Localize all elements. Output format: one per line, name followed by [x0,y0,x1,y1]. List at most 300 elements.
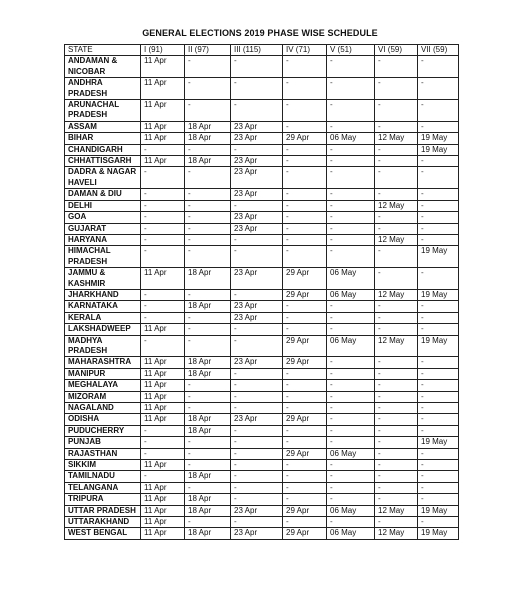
phase-date-cell: - [375,156,418,167]
phase-date-cell: - [231,448,283,459]
phase-date-cell: - [375,368,418,379]
phase-date-cell: - [375,460,418,471]
phase-date-cell: 23 Apr [231,121,283,132]
phase-date-cell: 29 Apr [283,289,327,300]
phase-date-cell: - [418,391,459,402]
phase-date-cell: 11 Apr [141,133,185,144]
phase-date-cell: 18 Apr [185,121,231,132]
phase-date-cell: - [283,324,327,335]
phase-date-cell: - [418,357,459,368]
phase-date-cell: - [327,312,375,323]
phase-date-cell: 11 Apr [141,528,185,539]
phase-date-cell: - [231,246,283,268]
phase-date-cell: 18 Apr [185,494,231,505]
phase-date-cell: 11 Apr [141,414,185,425]
phase-date-cell: 06 May [327,289,375,300]
phase-date-cell: - [141,144,185,155]
phase-date-cell: - [283,189,327,200]
phase-date-cell: 06 May [327,505,375,516]
phase-date-cell: 19 May [418,437,459,448]
phase-date-cell: 19 May [418,144,459,155]
phase-date-cell: 19 May [418,133,459,144]
table-row [65,289,459,300]
phase-date-cell: - [418,517,459,528]
phase-date-cell: 23 Apr [231,268,283,290]
phase-date-cell: - [375,100,418,122]
state-name-cell: NAGALAND [65,403,141,414]
phase-date-cell: 11 Apr [141,505,185,516]
phase-date-cell: - [375,167,418,189]
state-name-cell: TAMILNADU [65,471,141,482]
phase-date-cell: - [418,301,459,312]
phase-date-cell: 29 Apr [283,505,327,516]
phase-date-cell: 12 May [375,528,418,539]
phase-date-cell: - [231,517,283,528]
phase-date-cell: - [185,312,231,323]
table-row [65,200,459,211]
phase-date-cell: - [375,144,418,155]
phase-date-cell: - [418,380,459,391]
phase-date-cell: - [327,144,375,155]
phase-date-cell: 29 Apr [283,528,327,539]
phase-date-cell: 12 May [375,505,418,516]
phase-date-cell: - [327,425,375,436]
phase-date-cell: - [327,156,375,167]
phase-date-cell: - [231,200,283,211]
state-name-cell: MADHYA PRADESH [65,335,141,357]
phase-date-cell: - [327,100,375,122]
phase-date-cell: 19 May [418,335,459,357]
phase-date-cell: 23 Apr [231,212,283,223]
phase-date-cell: - [327,494,375,505]
table-row [65,121,459,132]
phase-date-cell: - [327,212,375,223]
phase-date-cell: - [418,78,459,100]
state-name-cell: MEGHALAYA [65,380,141,391]
phase-date-cell: - [327,200,375,211]
phase-date-cell: - [231,460,283,471]
phase-date-cell: - [141,212,185,223]
table-row [65,357,459,368]
phase-date-cell: - [418,121,459,132]
phase-date-cell: - [418,56,459,78]
state-name-cell: CHHATTISGARH [65,156,141,167]
phase-date-cell: - [231,437,283,448]
phase-date-cell: - [185,100,231,122]
state-name-cell: TELANGANA [65,482,141,493]
table-row [65,368,459,379]
phase-date-cell: - [283,471,327,482]
state-name-cell: DELHI [65,200,141,211]
phase-date-cell: - [375,425,418,436]
phase-date-cell: - [418,494,459,505]
table-row [65,189,459,200]
phase-date-cell: 18 Apr [185,528,231,539]
column-header-state: STATE [65,45,141,56]
phase-date-cell: 11 Apr [141,482,185,493]
phase-date-cell: - [327,391,375,402]
phase-date-cell: 06 May [327,448,375,459]
phase-date-cell: 23 Apr [231,223,283,234]
phase-date-cell: 23 Apr [231,505,283,516]
phase-date-cell: - [375,494,418,505]
phase-date-cell: 11 Apr [141,121,185,132]
column-header-phase-3: III (115) [231,45,283,56]
phase-date-cell: - [185,144,231,155]
phase-date-cell: 23 Apr [231,528,283,539]
phase-date-cell: - [283,380,327,391]
phase-date-cell: - [375,56,418,78]
state-name-cell: ARUNACHAL PRADESH [65,100,141,122]
phase-date-cell: - [283,223,327,234]
state-name-cell: PUNJAB [65,437,141,448]
phase-date-cell: - [327,301,375,312]
table-row [65,482,459,493]
phase-date-cell: - [231,234,283,245]
phase-date-cell: - [418,471,459,482]
phase-date-cell: - [375,246,418,268]
phase-date-cell: 12 May [375,289,418,300]
phase-date-cell: - [418,460,459,471]
phase-date-cell: - [231,494,283,505]
phase-date-cell: - [185,234,231,245]
state-name-cell: JHARKHAND [65,289,141,300]
document-title: GENERAL ELECTIONS 2019 PHASE WISE SCHEDULE [142,28,378,38]
phase-date-cell: - [283,368,327,379]
table-row [65,223,459,234]
table-row [65,144,459,155]
phase-date-cell: - [141,448,185,459]
phase-date-cell: 23 Apr [231,189,283,200]
phase-date-cell: 12 May [375,335,418,357]
phase-date-cell: 23 Apr [231,301,283,312]
column-header-phase-4: IV (71) [283,45,327,56]
state-name-cell: SIKKIM [65,460,141,471]
phase-date-cell: - [283,437,327,448]
phase-date-cell: 18 Apr [185,425,231,436]
phase-date-cell: 11 Apr [141,324,185,335]
phase-date-cell: - [418,212,459,223]
phase-date-cell: 29 Apr [283,448,327,459]
phase-date-cell: - [283,482,327,493]
phase-date-cell: - [375,312,418,323]
state-name-cell: WEST BENGAL [65,528,141,539]
phase-date-cell: 23 Apr [231,357,283,368]
phase-date-cell: - [283,494,327,505]
phase-date-cell: 11 Apr [141,357,185,368]
phase-date-cell: - [185,167,231,189]
phase-date-cell: - [327,368,375,379]
phase-date-cell: - [185,482,231,493]
phase-date-cell: - [327,403,375,414]
phase-date-cell: 18 Apr [185,505,231,516]
phase-date-cell: 18 Apr [185,268,231,290]
table-row [65,133,459,144]
phase-date-cell: - [375,223,418,234]
table-row [65,505,459,516]
phase-date-cell: - [283,460,327,471]
phase-date-cell: - [185,78,231,100]
phase-date-cell: - [327,471,375,482]
table-row [65,437,459,448]
phase-date-cell: - [375,268,418,290]
phase-date-cell: - [231,368,283,379]
state-name-cell: UTTARAKHAND [65,517,141,528]
phase-date-cell: - [375,380,418,391]
column-header-phase-7: VII (59) [418,45,459,56]
table-row [65,56,459,78]
state-name-cell: GOA [65,212,141,223]
phase-date-cell: - [418,448,459,459]
phase-date-cell: 11 Apr [141,78,185,100]
phase-date-cell: - [141,167,185,189]
phase-date-cell: - [375,324,418,335]
phase-date-cell: 18 Apr [185,133,231,144]
phase-date-cell: - [327,414,375,425]
phase-date-cell: 12 May [375,234,418,245]
phase-date-cell: 19 May [418,528,459,539]
phase-date-cell: 29 Apr [283,133,327,144]
phase-date-cell: - [418,156,459,167]
phase-date-cell: 29 Apr [283,268,327,290]
phase-date-cell: - [283,100,327,122]
phase-date-cell: - [327,78,375,100]
table-row [65,100,459,122]
phase-date-cell: - [327,223,375,234]
phase-date-cell: - [283,301,327,312]
table-row [65,335,459,357]
phase-date-cell: 23 Apr [231,133,283,144]
phase-date-cell: - [141,289,185,300]
phase-date-cell: - [231,100,283,122]
phase-date-cell: - [283,234,327,245]
phase-date-cell: - [141,437,185,448]
phase-date-cell: - [375,403,418,414]
phase-date-cell: 18 Apr [185,301,231,312]
table-row [65,471,459,482]
phase-date-cell: 11 Apr [141,156,185,167]
phase-date-cell: - [418,414,459,425]
phase-date-cell: 18 Apr [185,471,231,482]
phase-date-cell: 19 May [418,505,459,516]
table-row [65,167,459,189]
phase-date-cell: - [185,324,231,335]
state-name-cell: MANIPUR [65,368,141,379]
table-row [65,212,459,223]
phase-date-cell: - [185,460,231,471]
phase-date-cell: - [375,301,418,312]
phase-date-cell: 11 Apr [141,403,185,414]
phase-date-cell: 18 Apr [185,368,231,379]
column-header-phase-1: I (91) [141,45,185,56]
phase-date-cell: - [283,144,327,155]
phase-date-cell: - [375,357,418,368]
state-name-cell: HARYANA [65,234,141,245]
phase-date-cell: - [375,212,418,223]
phase-date-cell: - [231,324,283,335]
table-row [65,301,459,312]
state-name-cell: PUDUCHERRY [65,425,141,436]
phase-date-cell: 11 Apr [141,391,185,402]
phase-date-cell: - [185,380,231,391]
phase-date-cell: - [231,56,283,78]
phase-date-cell: 18 Apr [185,414,231,425]
table-row [65,391,459,402]
state-name-cell: CHANDIGARH [65,144,141,155]
phase-date-cell: - [185,448,231,459]
phase-date-cell: - [283,156,327,167]
state-name-cell: ANDHRA PRADESH [65,78,141,100]
phase-date-cell: - [418,368,459,379]
phase-date-cell: - [185,289,231,300]
phase-date-cell: - [375,78,418,100]
state-name-cell: ASSAM [65,121,141,132]
phase-date-cell: - [418,223,459,234]
table-row [65,156,459,167]
table-row [65,246,459,268]
column-header-phase-2: II (97) [185,45,231,56]
phase-date-cell: - [418,100,459,122]
phase-date-cell: - [283,200,327,211]
phase-date-cell: - [375,482,418,493]
state-name-cell: JAMMU & KASHMIR [65,268,141,290]
phase-date-cell: 18 Apr [185,357,231,368]
phase-date-cell: 23 Apr [231,156,283,167]
phase-date-cell: 29 Apr [283,335,327,357]
state-name-cell: MAHARASHTRA [65,357,141,368]
phase-date-cell: - [141,223,185,234]
phase-date-cell: 12 May [375,133,418,144]
phase-date-cell: 06 May [327,335,375,357]
phase-date-cell: - [283,391,327,402]
phase-date-cell: - [327,517,375,528]
phase-date-cell: - [418,234,459,245]
table-row [65,528,459,539]
phase-date-cell: - [375,517,418,528]
phase-date-cell: - [375,414,418,425]
phase-date-cell: - [327,324,375,335]
phase-date-cell: 18 Apr [185,156,231,167]
phase-date-cell: - [283,312,327,323]
phase-date-cell: 19 May [418,246,459,268]
phase-date-cell: - [185,56,231,78]
phase-date-cell: - [231,425,283,436]
phase-date-cell: - [283,78,327,100]
phase-date-cell: 11 Apr [141,380,185,391]
table-row [65,403,459,414]
phase-date-cell: - [418,189,459,200]
phase-date-cell: - [231,403,283,414]
phase-date-cell: - [375,391,418,402]
state-name-cell: KARNATAKA [65,301,141,312]
table-row [65,494,459,505]
phase-date-cell: 11 Apr [141,56,185,78]
phase-date-cell: - [141,246,185,268]
table-row [65,460,459,471]
state-name-cell: TRIPURA [65,494,141,505]
phase-date-cell: 11 Apr [141,460,185,471]
state-name-cell: RAJASTHAN [65,448,141,459]
table-row [65,324,459,335]
phase-date-cell: 11 Apr [141,494,185,505]
header-row [65,45,459,56]
phase-date-cell: - [185,246,231,268]
phase-date-cell: 23 Apr [231,414,283,425]
phase-date-cell: - [141,425,185,436]
phase-date-cell: - [231,144,283,155]
table-row [65,517,459,528]
table-row [65,414,459,425]
schedule-table [64,44,459,540]
phase-date-cell: - [418,425,459,436]
phase-date-cell: - [375,437,418,448]
phase-date-cell: - [283,56,327,78]
state-name-cell: KERALA [65,312,141,323]
phase-date-cell: - [327,234,375,245]
phase-date-cell: - [283,246,327,268]
phase-date-cell: 11 Apr [141,268,185,290]
state-name-cell: HIMACHAL PRADESH [65,246,141,268]
phase-date-cell: - [185,223,231,234]
phase-date-cell: - [418,167,459,189]
state-name-cell: ANDAMAN & NICOBAR [65,56,141,78]
column-header-phase-5: V (51) [327,45,375,56]
phase-date-cell: - [231,335,283,357]
phase-date-cell: - [283,425,327,436]
phase-date-cell: - [418,312,459,323]
phase-date-cell: - [185,200,231,211]
table-row [65,312,459,323]
phase-date-cell: - [231,289,283,300]
phase-date-cell: - [418,200,459,211]
phase-date-cell: - [327,56,375,78]
phase-date-cell: - [231,391,283,402]
phase-date-cell: - [327,482,375,493]
phase-date-cell: - [231,380,283,391]
table-row [65,234,459,245]
phase-date-cell: - [327,189,375,200]
phase-date-cell: 12 May [375,200,418,211]
phase-date-cell: - [231,471,283,482]
phase-date-cell: 11 Apr [141,100,185,122]
table-row [65,425,459,436]
phase-date-cell: - [185,517,231,528]
state-name-cell: LAKSHADWEEP [65,324,141,335]
phase-date-cell: 29 Apr [283,357,327,368]
state-name-cell: BIHAR [65,133,141,144]
phase-date-cell: - [231,482,283,493]
state-name-cell: DAMAN & DIU [65,189,141,200]
state-name-cell: GUJARAT [65,223,141,234]
phase-date-cell: - [283,212,327,223]
phase-date-cell: - [327,121,375,132]
phase-date-cell: - [327,380,375,391]
table-row [65,380,459,391]
phase-date-cell: - [375,189,418,200]
table-row [65,448,459,459]
phase-date-cell: - [141,200,185,211]
phase-date-cell: - [185,189,231,200]
state-name-cell: MIZORAM [65,391,141,402]
state-name-cell: ODISHA [65,414,141,425]
phase-date-cell: - [185,335,231,357]
phase-date-cell: 11 Apr [141,517,185,528]
phase-date-cell: - [141,234,185,245]
table-body [65,56,459,539]
phase-date-cell: - [141,189,185,200]
phase-date-cell: - [185,212,231,223]
table-row [65,78,459,100]
